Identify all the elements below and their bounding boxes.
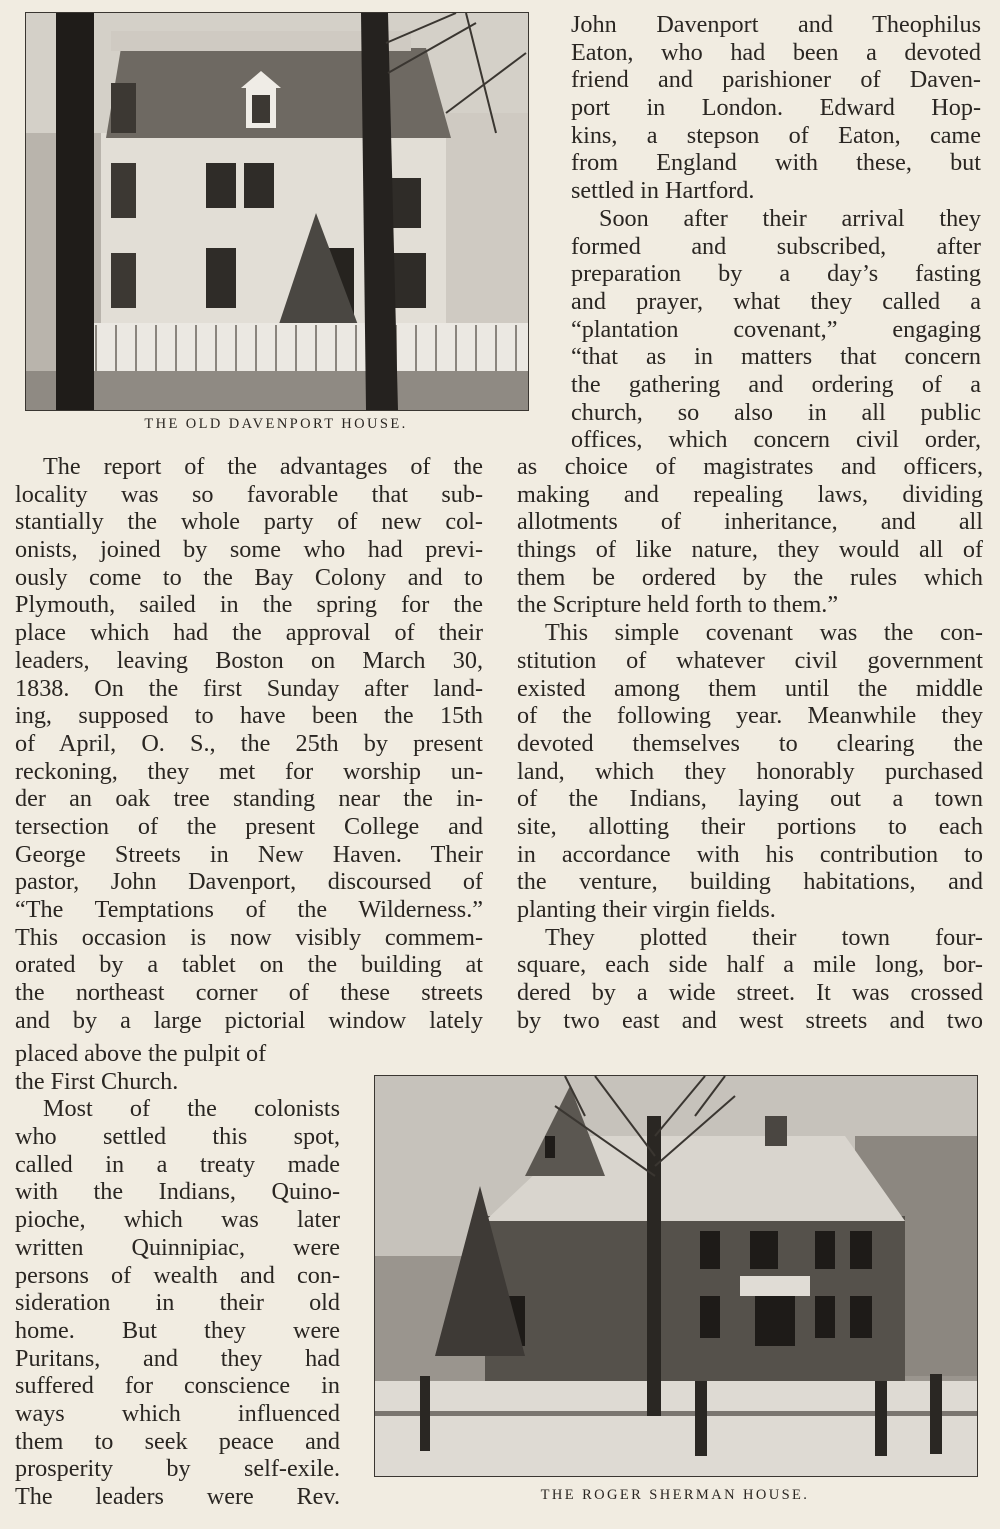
text-line: making and repealing laws, dividing — [517, 480, 983, 508]
right-column-mid — [517, 453, 983, 1034]
text-line: Most of the colonists — [43, 1095, 340, 1123]
text-line: reckoning, they met for worship un- — [15, 757, 483, 785]
text-line: and prayer, what they called a — [571, 287, 981, 315]
text-line: the First Church. — [15, 1067, 179, 1095]
text-line: of April, O. S., the 25th by present — [15, 729, 483, 757]
text-line: of the Indians, laying out a town — [517, 785, 983, 813]
text-line: the Scripture held forth to them.” — [517, 591, 839, 619]
text-line: things of like nature, they would all of — [517, 536, 983, 564]
text-line: home. But they were — [15, 1316, 340, 1344]
left-column-bottom — [15, 1040, 340, 1511]
text-line: the venture, building habitations, and — [517, 868, 983, 896]
text-line: pioche, which was later — [15, 1206, 340, 1234]
text-line: pastor, John Davenport, discoursed of — [15, 868, 483, 896]
text-line: sideration in their old — [15, 1289, 340, 1317]
text-line: Soon after their arrival they — [599, 204, 981, 232]
text-line: kins, a stepson of Eaton, came — [571, 121, 981, 149]
text-line: with the Indians, Quino- — [15, 1178, 340, 1206]
text-line: prosperity by self-exile. — [15, 1455, 340, 1483]
text-line: stantially the whole party of new col- — [15, 508, 483, 536]
text-line: allotments of inheritance, and all — [517, 508, 983, 536]
text-line: George Streets in New Haven. Their — [15, 840, 483, 868]
text-line: place which had the approval of their — [15, 619, 483, 647]
text-line: ways which influenced — [15, 1399, 340, 1427]
text-line: This simple covenant was the con- — [545, 619, 983, 647]
text-line: 1838. On the first Sunday after land- — [15, 674, 483, 702]
text-line: locality was so favorable that sub- — [15, 480, 483, 508]
text-line: written Quinnipiac, were — [15, 1233, 340, 1261]
text-line: John Davenport and Theophilus — [571, 11, 981, 38]
text-line: who settled this spot, — [15, 1123, 340, 1151]
text-line: square, each side half a mile long, bor- — [517, 951, 983, 979]
text-line: leaders, leaving Boston on March 30, — [15, 646, 483, 674]
text-line: ing, supposed to have been the 15th — [15, 702, 483, 730]
text-line: persons of wealth and con- — [15, 1261, 340, 1289]
text-line: called in a treaty made — [15, 1150, 340, 1178]
text-line: placed above the pulpit of — [15, 1040, 267, 1067]
text-line: der an oak tree standing near the in- — [15, 785, 483, 813]
text-line: The leaders were Rev. — [15, 1483, 340, 1510]
text-line: suffered for conscience in — [15, 1372, 340, 1400]
text-line: in accordance with his contribution to — [517, 840, 983, 868]
text-line: onists, joined by some who had previ- — [15, 536, 483, 564]
text-line: Plymouth, sailed in the spring for the — [15, 591, 483, 619]
text-line: site, allotting their portions to each — [517, 812, 983, 840]
text-line: existed among them until the middle — [517, 674, 983, 702]
text-line: settled in Hartford. — [571, 177, 755, 205]
text-line: planting their virgin fields. — [517, 896, 776, 923]
text-line: of the following year. Meanwhile they — [517, 702, 983, 730]
text-line: devoted themselves to clearing the — [517, 729, 983, 757]
text-line: “that as in matters that concern — [571, 343, 981, 371]
text-line: Eaton, who had been a devoted — [571, 38, 981, 66]
text-line: preparation by a day’s fasting — [571, 260, 981, 288]
text-line: land, which they honorably purchased — [517, 757, 983, 785]
text-line: church, so also in all public — [571, 398, 981, 426]
roger-sherman-house-photo — [374, 1075, 978, 1477]
text-line: them to seek peace and — [15, 1427, 340, 1455]
text-line: tersection of the present College and — [15, 812, 483, 840]
text-line: The report of the advantages of the — [43, 453, 483, 480]
old-davenport-house-photo — [25, 12, 529, 411]
text-line: them be ordered by the rules which — [517, 563, 983, 591]
text-line: friend and parishioner of Daven- — [571, 66, 981, 94]
text-line: orated by a tablet on the building at — [15, 951, 483, 979]
right-column-top — [571, 11, 981, 454]
text-line: offices, which concern civil order, — [571, 426, 981, 454]
text-line: the northeast corner of these streets — [15, 979, 483, 1007]
old-davenport-house-caption: THE OLD DAVENPORT HOUSE. — [144, 416, 408, 432]
text-line: stitution of whatever civil government — [517, 646, 983, 674]
text-line: “The Temptations of the Wilderness.” — [15, 896, 483, 923]
text-line: from England with these, but — [571, 149, 981, 177]
text-line: This occasion is now visibly commem- — [15, 923, 483, 951]
text-line: ously come to the Bay Colony and to — [15, 563, 483, 591]
text-line: port in London. Edward Hop- — [571, 94, 981, 122]
text-line: Puritans, and they had — [15, 1344, 340, 1372]
left-column — [15, 453, 483, 1034]
text-line: by two east and west streets and two — [517, 1006, 983, 1034]
text-line: They plotted their town four- — [545, 923, 983, 951]
text-line: formed and subscribed, after — [571, 232, 981, 260]
text-line: and by a large pictorial window lately — [15, 1006, 483, 1034]
text-line: dered by a wide street. It was crossed — [517, 979, 983, 1007]
text-line: as choice of magistrates and officers, — [517, 453, 983, 480]
roger-sherman-house-caption: THE ROGER SHERMAN HOUSE. — [540, 1487, 810, 1503]
text-line: “plantation covenant,” engaging — [571, 315, 981, 343]
text-line: the gathering and ordering of a — [571, 370, 981, 398]
